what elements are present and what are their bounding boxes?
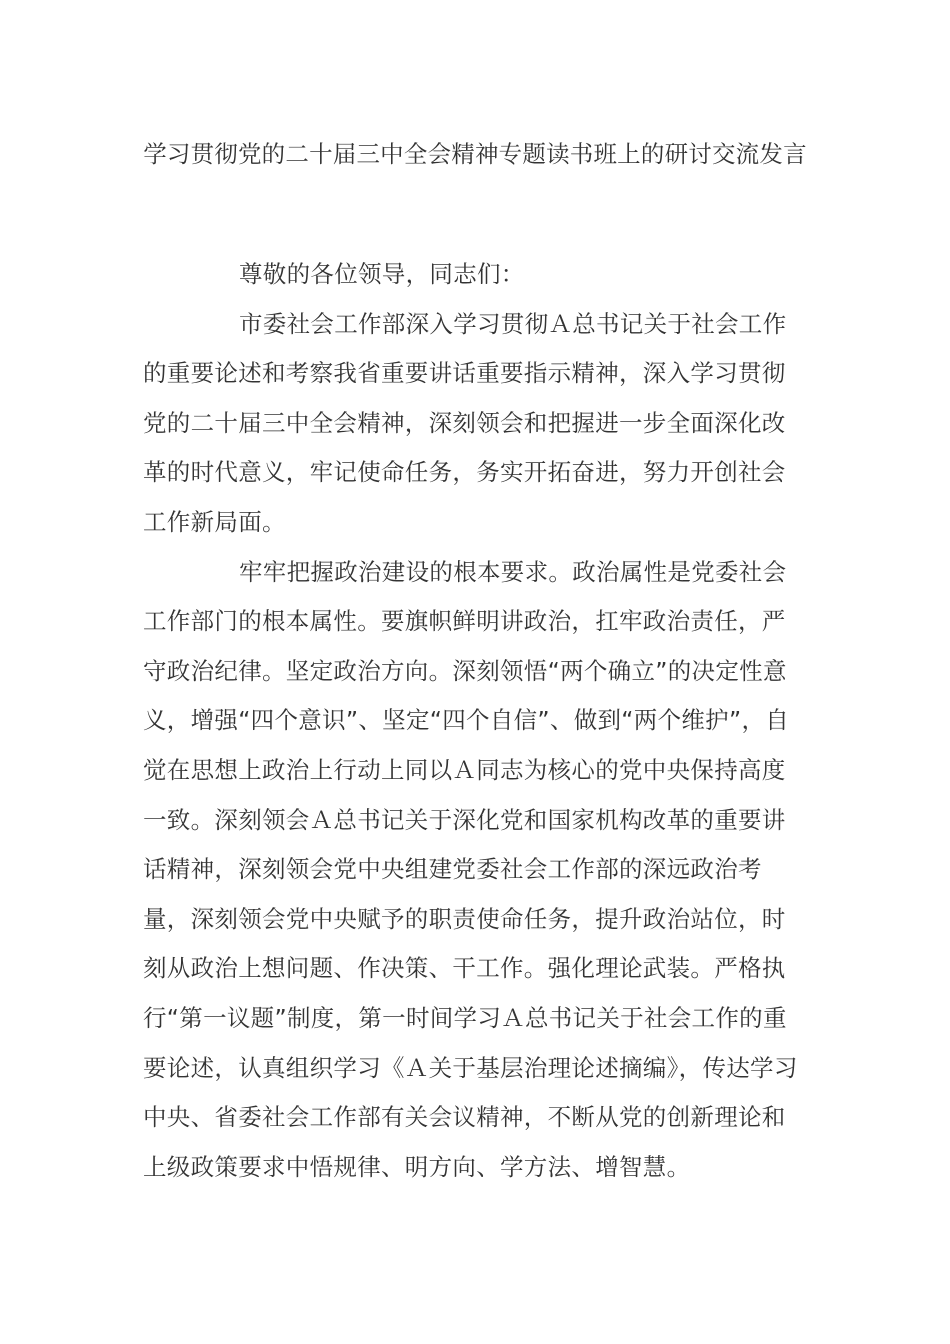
paragraph-political-building: 牢牢把握政治建设的根本要求。政治属性是党委社会工作部门的根本属性。要旗帜鲜明讲政治，扛牢政治责任，严守政治纪律。坚定政治方向。深刻领悟“两个确立”的决定性意义，增强“四个意识”、坚定“四个自信”、做到“两个维护”，自觉在思想上政治上行动上同以Ａ同志为核心的党中央保持高度一致。深刻领会Ａ总书记关于深化党和国家机构改革的重要讲话精神，深刻领会党中央组建党委社会工作部的深远政治考量，深刻领会党中央赋予的职责使命任务，提升政治站位，时刻从政治上想问题、作决策、干工作。强化理论武装。严格执行“第一议题”制度，第一时间学习Ａ总书记关于社会工作的重要论述，认真组织学习《Ａ关于基层治理论述摘编》，传达学习中央、省委社会工作部有关会议精神，不断从党的创新理论和上级政策要求中悟规律、明方向、学方法、增智慧。	[143, 557, 798, 1181]
document-title: 学习贯彻党的二十届三中全会精神专题读书班上的研讨交流发言	[143, 140, 807, 168]
paragraph-intro: 市委社会工作部深入学习贯彻Ａ总书记关于社会工作的重要论述和考察我省重要讲话重要指示精神，深入学习贯彻党的二十届三中全会精神，深刻领会和把握进一步全面深化改革的时代意义，牢记使命任务，务实开拓奋进，努力开创社会工作新局面。	[143, 309, 787, 536]
document-body	[143, 250, 803, 1192]
salutation: 尊敬的各位领导，同志们：	[239, 260, 525, 288]
